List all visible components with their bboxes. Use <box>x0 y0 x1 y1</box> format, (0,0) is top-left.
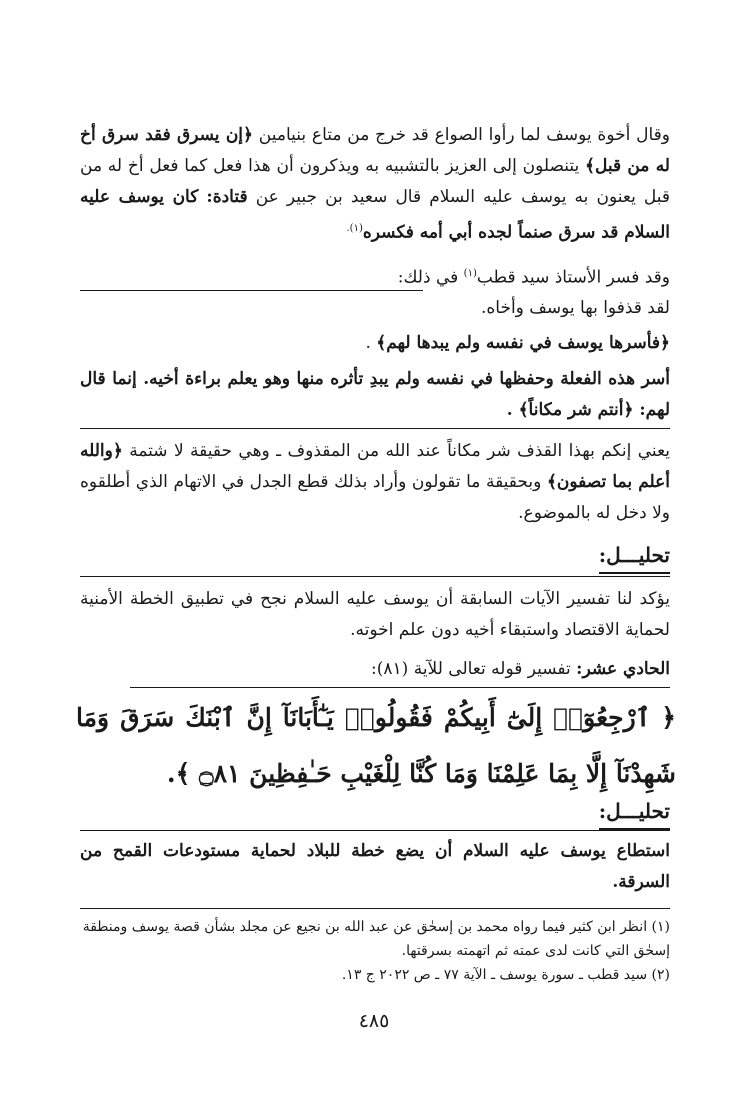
para1-lead: وقال أخوة يوسف لما رأوا الصواع قد خرج من متاع بنيامين <box>258 125 670 145</box>
quote-underline <box>80 290 423 291</box>
para8-text: استطاع يوسف عليه السلام أن يضع خطة للبلاد لحماية مستودعات القمح من السرقة. <box>80 841 670 892</box>
paragraph-7 <box>80 584 670 646</box>
footnote-1 <box>80 915 670 963</box>
paragraph-1 <box>80 120 670 249</box>
quran-verse: ﴿ ٱرْجِعُوٓا۟ إِلَىٰٓ أَبِيكُمْ فَقُولُوا۟ يَـٰٓأَبَانَآ إِنَّ ٱبْنَكَ سَرَقَ وَمَا شَهِدْنَآ إِلَّا بِمَا عَلِمْنَا وَمَا كُنَّا لِلْغَيْبِ حَـٰفِظِينَ ۝٨١ ﴾. <box>76 703 676 788</box>
paragraph-8 <box>80 836 670 898</box>
footnote-text: سيد قطب ـ سورة يوسف ـ الآية ٧٧ ـ ص ٢٠٢٢ ج ١٣. <box>341 967 648 983</box>
para4-after: . <box>365 333 371 353</box>
paragraph-2 <box>80 258 670 294</box>
section-divider <box>80 830 670 831</box>
subheading <box>80 654 670 685</box>
quran-quote: ﴿والله أعلم بما تصفون﴾ <box>80 441 671 492</box>
footnotes <box>80 915 670 987</box>
para1-mid: يتنصلون إلى العزيز بالتشبيه به ويذكرون أن هذا فعل كما فعل أخ له من قبل يعنون به يوسف عليه السلام قال سعيد بن جبير عن <box>80 156 671 207</box>
section-heading: تحليـــل: <box>599 540 670 574</box>
footnote-2 <box>80 963 670 987</box>
subheading-label: الحادي عشر: <box>576 659 670 679</box>
para6-text1: يعني إنكم بهذا القذف شر مكاناً عند الله من المقذوف ـ وهي حقيقة لا شتمة <box>129 441 670 461</box>
footnote-text: انظر ابن كثير فيما رواه محمد بن إسحٰق عن عبد الله بن نجيع عن مجلد بشأن قصة يوسف ومنطقة إسحٰق التي كانت لدى عمته ثم اتهمته بسرقتها. <box>82 919 670 959</box>
para2-text: وقد فسر الأستاذ سيد قطب <box>476 267 670 288</box>
para5-text: أسر هذه الفعلة وحفظها في نفسه ولم يبدِ تأثره منها وهو يعلم براءة أخيه. إنما قال لهم: <box>80 369 670 420</box>
paragraph-4 <box>80 328 670 359</box>
footnote-divider <box>80 908 670 909</box>
section-divider <box>80 576 670 577</box>
para2-after: في ذلك: <box>397 267 459 288</box>
page-number: ٤٨٥ <box>358 1010 390 1032</box>
quran-quote: ﴿أنتم شر مكاناً﴾ <box>518 400 634 420</box>
quran-quote: ﴿إن يسرق فقد سرق أخ له من قبل﴾ <box>80 125 670 176</box>
para1-tail-label: قتادة: <box>206 187 248 207</box>
subheading-text: تفسير قوله تعالى للآية (٨١): <box>371 659 571 679</box>
footnote-ref: (١). <box>346 223 363 234</box>
footnote-ref: (١) <box>463 268 477 279</box>
paragraph-3 <box>80 293 670 324</box>
para5-after: . <box>506 400 513 420</box>
section-divider <box>80 428 670 429</box>
section-heading: تحليـــل: <box>599 796 670 830</box>
para3-text: لقد قذفوا بها يوسف وأخاه. <box>480 298 670 318</box>
quran-quote: ﴿فأسرها يوسف في نفسه ولم يبدها لهم﴾ <box>376 333 670 353</box>
footnote-number: (٢) <box>651 967 670 983</box>
paragraph-6 <box>80 436 670 529</box>
subheading-underline <box>130 687 670 688</box>
para1-tail-bold: كان يوسف عليه السلام قد سرق صنماً لجده أبي أمه فكسره <box>80 187 670 243</box>
para7-text: يؤكد لنا تفسير الآيات السابقة أن يوسف عليه السلام نجح في تطبيق الخطة الأمنية لحماية الاقتصاد واستبقاء أخيه دون علم اخوته. <box>80 589 670 640</box>
footnote-number: (١) <box>651 919 670 935</box>
para6-text2: وبحقيقة ما تقولون وأراد بذلك قطع الجدل في الاتهام الذي أطلقوه ولا دخل له بالموضوع. <box>80 472 670 523</box>
paragraph-5 <box>80 364 670 426</box>
